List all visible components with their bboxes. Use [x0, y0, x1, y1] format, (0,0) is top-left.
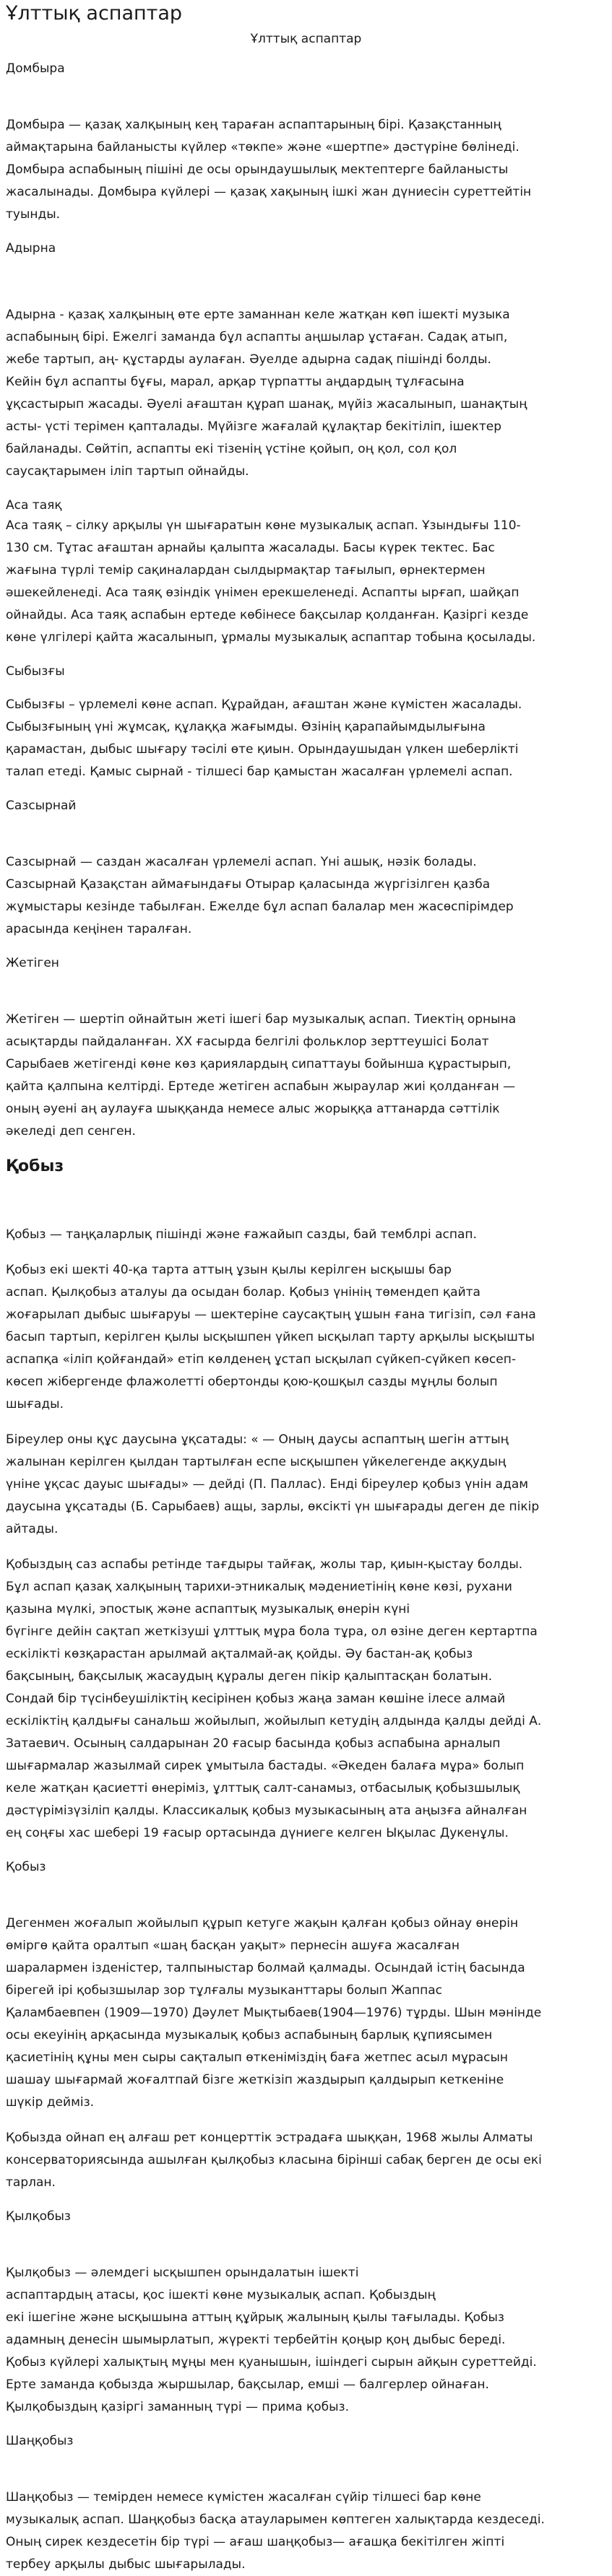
section-label: Қылқобыз — [6, 2209, 71, 2224]
section-label: Сазсырнай — [6, 799, 77, 813]
page-title: Ұлттық аспаптар — [6, 2, 183, 25]
section-dombyra — [6, 59, 606, 226]
section-label: Аса таяқ — [6, 498, 62, 513]
section-shankobyz — [6, 2432, 606, 2576]
paragraph: Қобыз — таңқаларлық пішінді және ғажайып сазды, бай темблрі аспап. — [6, 1227, 477, 1242]
section-label: Жетіген — [6, 956, 59, 970]
paragraph: Қобызда ойнап ең алғаш рет концерттік эстрадаға шыққан, 1968 жылы Алматы консерваториясында ашылған қылқобыз класына бірінші сабақ берген де осы екі тарлан. — [6, 2131, 542, 2190]
page-center-title: Ұлттық аспаптар — [250, 32, 362, 46]
paragraph: Сыбызғы – үрлемелі көне аспап. Құрайдан, ағаштан және күмістен жасалады. Сыбызғының үні жұмсақ, құлаққа жағымды. Өзінің қарапайымдылығына қарамастан, дыбыс шығару тәсілі өте қиын. Орындаушыдан үлкен шеберлікті талап етеді. Қамыс сырнай - тілшесі бар қамыстан жасалған үрлемелі аспап. — [6, 697, 522, 779]
paragraph: Домбыра — қазақ халқының кең тараған аспаптарының бірі. Қазақстанның аймақтарына байланысты күйлер «төкпе» және «шертпе» дәстүріне бөлінеді. Домбыра аспабының пішіні де осы орындаушылық мектептерге байланысты жасалынады. Домбыра күйлері — қазақ хақының ішкі жан дүниесін суреттейтін туынды. — [6, 118, 532, 222]
section-label: Шаңқобыз — [6, 2434, 74, 2448]
section-label: Адырна — [6, 241, 56, 256]
paragraph: Қобыз екі шекті 40-қа тарта аттың ұзын қылы керілген ысқышы бар аспап. Қылқобыз аталуы да осыдан болар. Қобыз үнінің төмендеп қайта жоғарылап дыбыс шығаруы — шектеріне саусақтың ұшын ғана тигізіп, сәл ғана басып тартып, керілген қылы ысқышпен үйкеп ысқылап тарту арқылы ысқышты аспапқа «іліп қойғандай» етіп көлденең ұстап ысқылап сүйкеп-сүйкеп көсеп- көсеп жібергенде флажолетті обертонды қою-қошқыл сазды мұңлы болып шығады. — [6, 1263, 536, 1411]
section-heading: Қобыз — [6, 1157, 64, 1175]
section-zhetigen — [6, 954, 606, 1143]
paragraph: Жетіген — шертіп ойнайтын жеті ішегі бар музыкалық аспап. Тиектің орнына асықтарды пайдаланған. XX ғасырда белгілі фольклор зерттеушісі Болат Сарыбаев жетігенді көне көз қариялардың сипаттауы бойынша құрастырып, қайта қалпына келтірді. Ертеде жетіген аспабын жыраулар жиі қолданған — оның әуені аң аулауға шыққанда немесе алыс жорыққа аттанарда сәттілік әкеледі деп сенген. — [6, 1012, 517, 1139]
section-sybyzgy — [6, 662, 606, 783]
section-label: Қобыз — [6, 1860, 46, 1874]
section-kobyz-sub — [6, 1858, 606, 2194]
section-adyrna — [6, 239, 606, 483]
section-label: Домбыра — [6, 61, 65, 76]
section-kylkobyz — [6, 2207, 606, 2419]
section-kobyz — [6, 1156, 606, 1845]
section-asatayak — [6, 496, 606, 649]
paragraph: Шаңқобыз — темірден немесе күмістен жасалған сүйір тілшесі бар көне музыкалық аспап. Шаңқобыз басқа атауларымен көптеген халықтарда кездеседі. Оның сирек кездесетін бір түрі — ағаш шаңқобыз— ағашқа бекітілген жіпті тербеу арқылы дыбыс шығарылады. — [6, 2490, 545, 2572]
section-sazsyrnai — [6, 796, 606, 941]
paragraph: Аса таяқ – сілку арқылы үн шығаратын көне музыкалық аспап. Ұзындығы 110- 130 см. Тұтас ағаштан арнайы қалыпта жасалады. Басы күрек тектес. Бас жағына түрлі темір сақиналардан сылдырмақтар тағылып, өрнектермен әшекейленеді. Аса таяқ өзіндік үнімен ерекшеленеді. Аспапты ырғап, шайқап ойнайды. Аса таяқ аспабын ертеде көбінесе бақсылар қолданған. Қазіргі кезде көне үлгілері қайта жасалынып, ұрмалы музыкалық аспаптар тобына қосылады. — [6, 518, 536, 645]
paragraph: Сазсырнай — саздан жасалған үрлемелі аспап. Үні ашық, нәзік болады. Сазсырнай Қазақстан аймағындағы Отырар қаласында жүргізілген қазба жұмыстары кезінде табылған. Ежелде бұл аспап балалар мен жасөспірімдер арасында кеңінен таралған. — [6, 855, 514, 936]
paragraph: Біреулер оны құс даусына ұқсатады: « — Оның даусы аспаптың шегін аттың жалынан керілген қылдан тартылған еспе ысқышпен үйкелегенде аққудың үніне ұқсас дауыс шығады» — дейді (П. Паллас). Енді біреулер қобыз үнін адам даусына ұқсатады (Б. Сарыбаев) ащы, зарлы, өксікті үн шығарады деген де пікір айтады. — [6, 1432, 540, 1536]
paragraph: Қылқобыз — әлемдегі ысқышпен орындалатын ішекті аспаптардың атасы, қос ішекті көне музыкалық аспап. Қобыздың екі ішегіне және ысқышына аттың құйрық жалының қылы тағылады. Қобыз адамның денесін шымырлатып, жүректі тербейтін қоңыр қоң дыбыс береді. Қобыз күйлері халықтың мұңы мен қуанышын, ішіндегі сырын айқын суреттейді. Ерте заманда қобызда жыршылар, бақсылар, емші — балгерлер ойнаған. Қылқобыздың қазіргі заманның түрі — прима қобыз. — [6, 2266, 537, 2414]
paragraph: Қобыздың саз аспабы ретінде тағдыры тайғақ, жолы тар, қиын-қыстау болды. Бұл аспап қазақ халқының тарихи-этникалық мәдениетінің көне көзі, рухани қазына мүлкі, эпостық және аспаптық музыкалық өнерін күні бүгінге дейін сақтап жеткізуші ұлттық мұра бола тұра, ол өзіне деген кертартпа ескілікті көзқарастан арылмай ақталмай-ақ қойды. Әу бастан-ақ қобыз бақсының, бақсылық жасаудың құралы деген пікір қалыптасқан болатын. Сондай бір түсінбеушіліктің кесірінен қобыз жаңа заман көшіне ілесе алмай ескіліктің қалдығы санальш жойылып, жойылып кетудің алдында қалды дейді А. Затаевич. Осының салдарынан 20 ғасыр басында қобыз аспабына арналып шығармалар жазылмай сирек ұмытыла бастады. «Әкеден балаға мұра» болып келе жатқан қасиетті өнеріміз, ұлттық салт-санамыз, отбасылық қобызшылық дәстүрімізүзіліп қалды. Классикалық қобыз музыкасының ата аңызға айналған ең соңғы хас шебері 19 ғасыр ортасында дүниеге келген Ықылас Дукенұлы. — [6, 1557, 542, 1840]
paragraph: Дегенмен жоғалып жойылып құрып кетуге жақын қалған қобыз ойнау өнерін өміргө қайта оралтып «шаң басқан уақыт» пернесін ашуға жасалған шаралармен ізденістер, талпыныстар болмай қалмады. Осындай істің басында бірегей ірі қобызшылар зор тұлғалы музыканттары болып Жаппас Қаламбаевпен (1909—1970) Дәулет Мықтыбаев(1904—1976) тұрды. Шын мәнінде осы екеуінің арқасында музыкалық қобыз аспабының барлық құпиясымен қасиетінің құны мен сыры сақталып өткенімiздің бағa жетпес асыл мұрасын шашау шығармай жоғалтпай бізге жеткізіп жаздырып қалдырып кеткеніне шүкір дейміз. — [6, 1916, 542, 2110]
section-label: Сыбызғы — [6, 664, 65, 679]
paragraph: Адырна - қазақ халқының өте ерте заманнан келе жатқан көп ішекті музыка аспабының бірі. Ежелгі заманда бұл аспапты аңшылар ұстаған. Садақ атып, жебе тартып, аң- құстарды аулаған. Әуелде адырна садақ пішінді болды. Кейін бұл аспапты бұғы, марал, арқар түрпатты аңдардың тұлғасына ұқсастырып жасады. Әуелі ағаштан құрап шанақ, мүйіз жасалынып, шанақтың асты- үсті терімен қапталады. Мүйізге жағалай құлақтар бекітiлiп, ішектер байланады. Сөйтіп, аспапты екі тізенің үстіне қойып, оң қол, сол қол саусақтарымен іліп тартып ойнайды. — [6, 308, 527, 479]
